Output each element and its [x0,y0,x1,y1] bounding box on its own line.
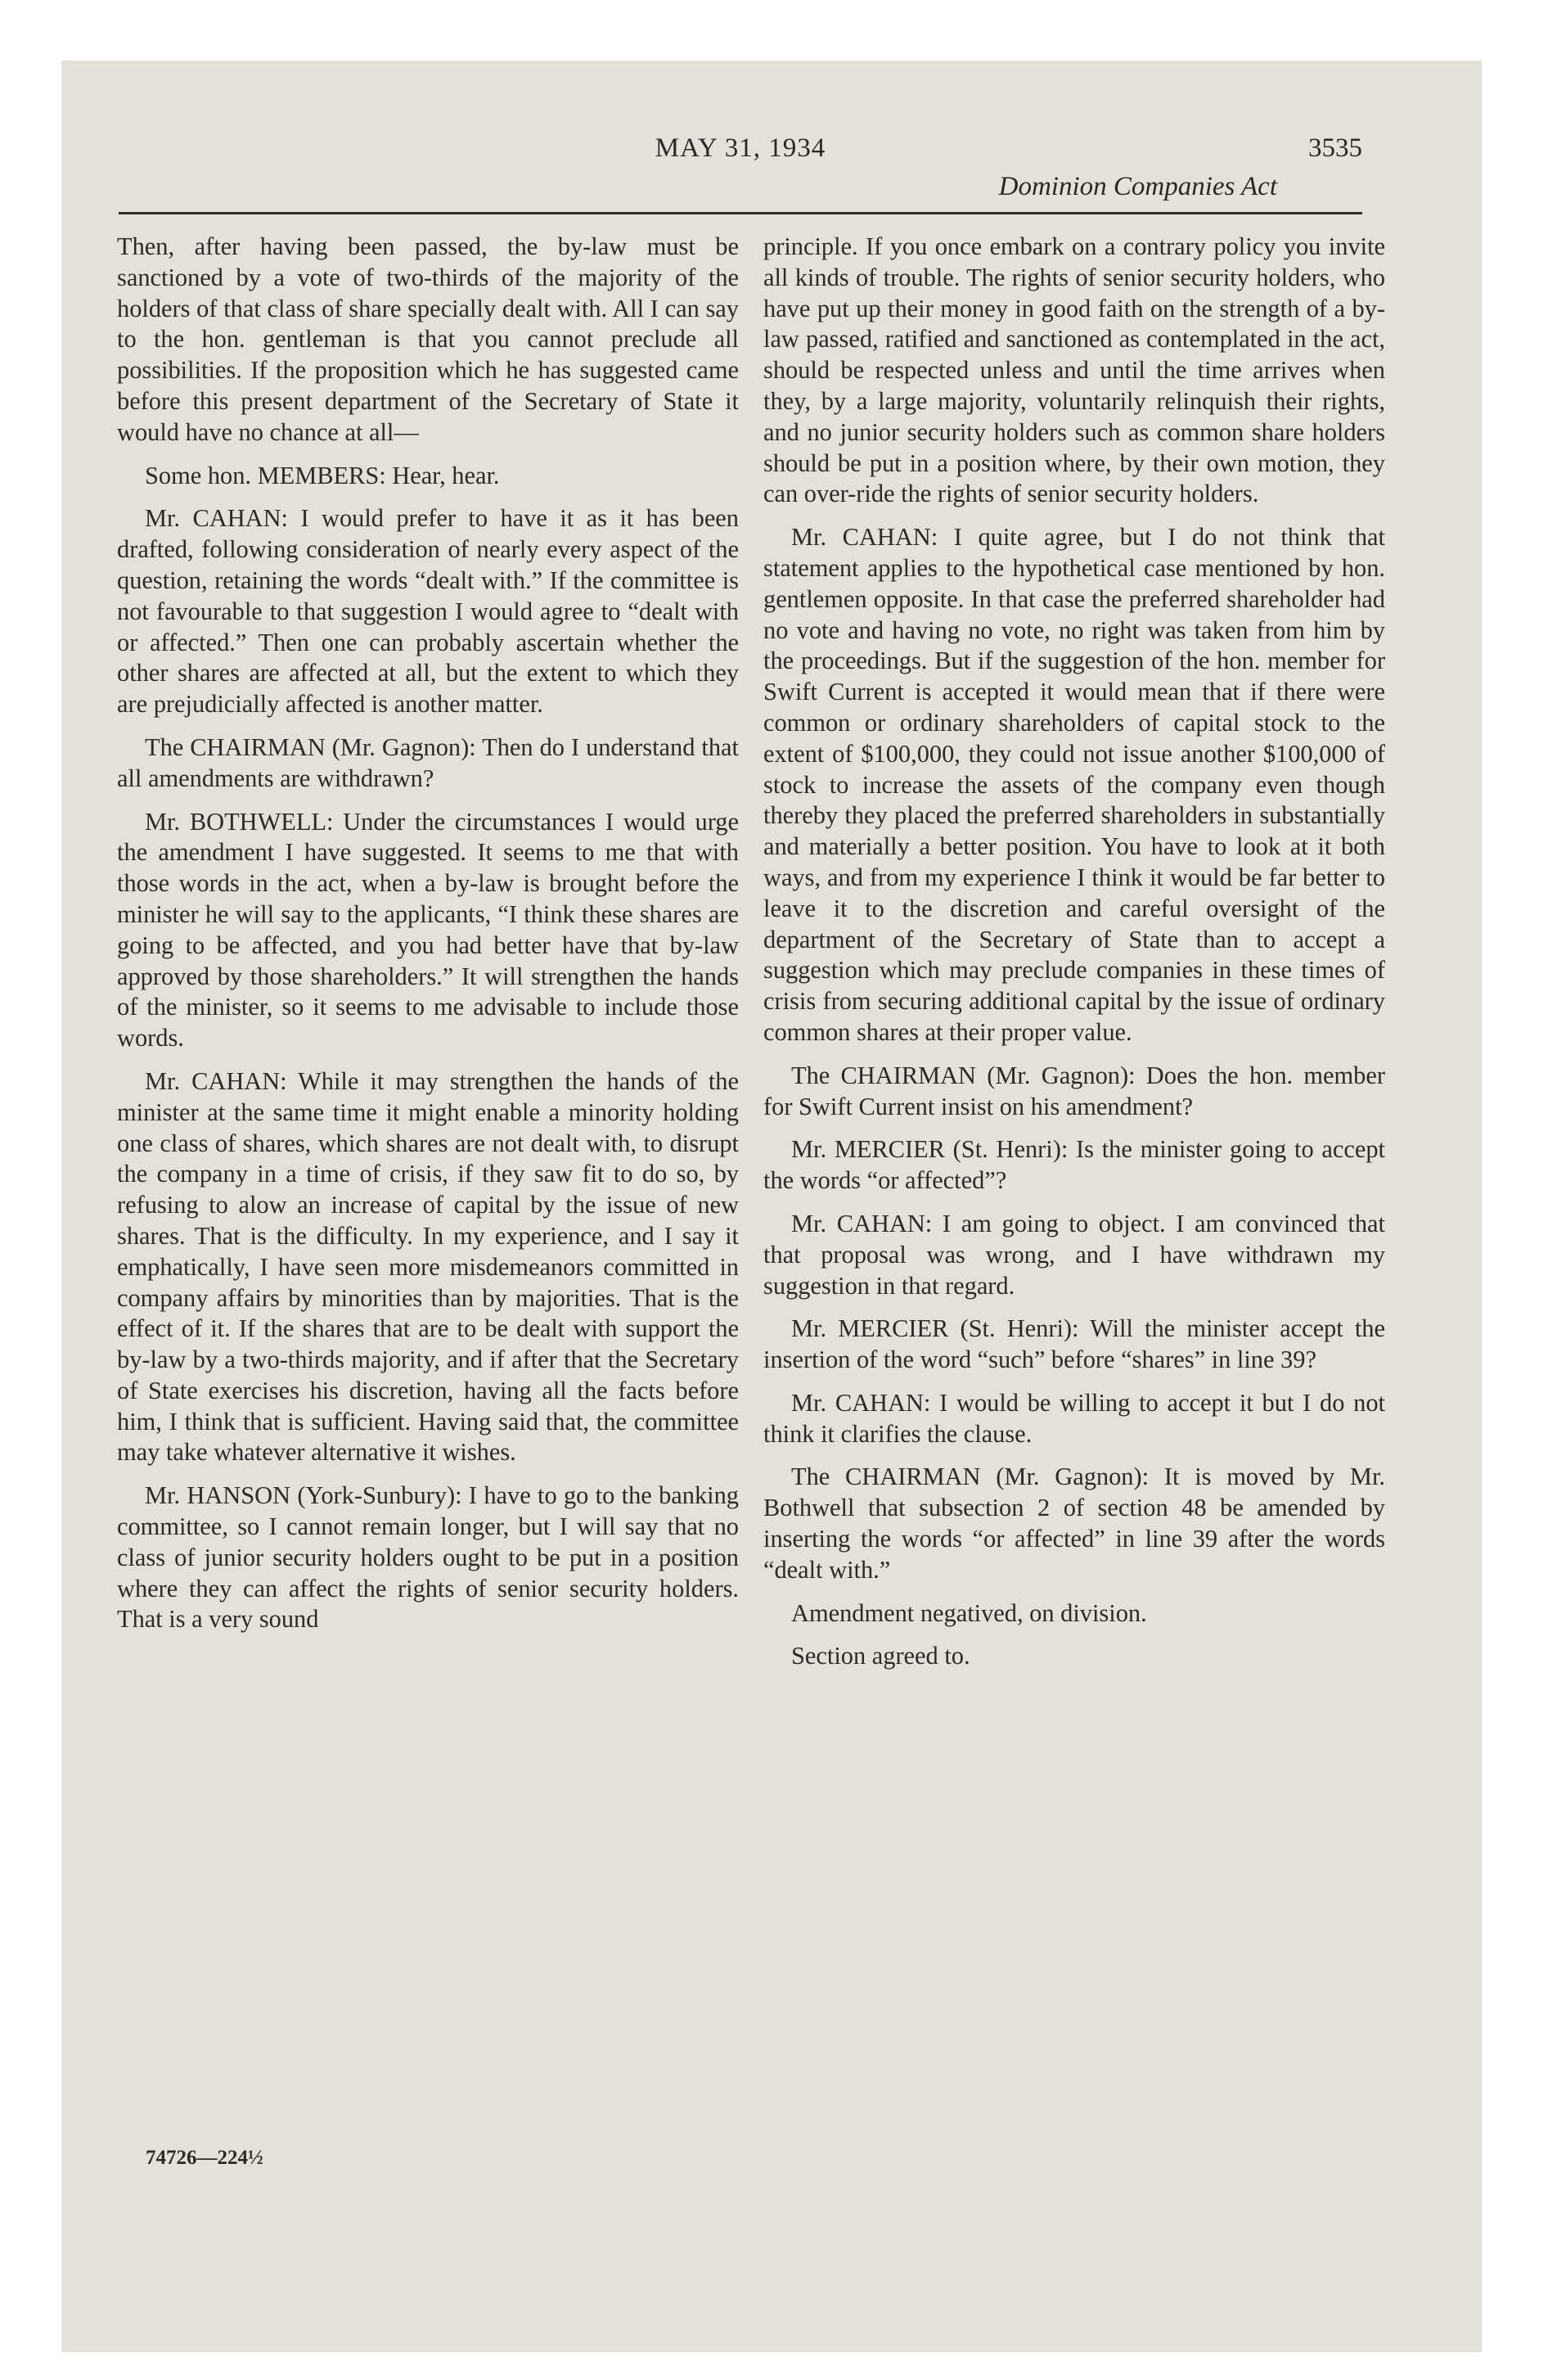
running-title: Dominion Companies Act [998,172,1277,201]
paragraph: Mr. CAHAN: While it may strengthen the hands of the minister at the same time it might enable a minority holding one class of shares, which shares are not dealt with, to disrupt the company in a time of crisis, if they saw fit to do so, by refusing to alow an increase of capital by the issue of new shares. That is the difficulty. In my experience, and I say it emphatically, I have seen more misdemeanors committed in company affairs by minorities than by majorities. That is the effect of it. If the shares that are to be dealt with support the by-law by a two-thirds majority, and if after that the Secretary of State exercises his discretion, having all the facts before him, I think that is sufficient. Having said that, the committee may take whatever alternative it wishes. [117,1066,739,1467]
paragraph: Mr. MERCIER (St. Henri): Will the minister accept the insertion of the word “such” before “shares” in line 39? [763,1314,1385,1374]
page-date: MAY 31, 1934 [655,133,826,163]
paragraph: The CHAIRMAN (Mr. Gagnon): Then do I understand that all amendments are withdrawn? [117,732,739,792]
page-header [119,133,1362,209]
paragraph: Some hon. MEMBERS: Hear, hear. [145,461,500,489]
footnote-code: 74726—224½ [146,2147,263,2169]
paragraph: Mr. HANSON (York-Sunbury): I have to go to the banking committee, so I cannot remain longer, but I will say that no class of junior security holders ought to be put in a position where they can affect the rights of senior security holders. That is a very sound [117,1481,739,1634]
paragraph: Then, after having been passed, the by-law must be sanctioned by a vote of two-thirds of the majority of the holders of that class of share specially dealt with. All I can say to the hon. gentleman is that you cannot preclude all possibilities. If the proposition which he has suggested came before this present department of the Secretary of State it would have no chance at all— [117,232,739,446]
paragraph: The CHAIRMAN (Mr. Gagnon): It is moved by Mr. Bothwell that subsection 2 of section 48 be amended by inserting the words “or affected” in line 39 after the words “dealt with.” [763,1463,1385,1584]
header-rule [119,212,1362,214]
paragraph: The CHAIRMAN (Mr. Gagnon): Does the hon. member for Swift Current insist on his amendment? [763,1061,1385,1120]
paragraph: Section agreed to. [791,1642,970,1670]
paragraph: Mr. MERCIER (St. Henri): Is the minister going to accept the words “or affected”? [763,1135,1385,1195]
paragraph: Amendment negatived, on division. [791,1598,1147,1627]
paragraph: Mr. CAHAN: I would prefer to have it as it has been drafted, following consideration of nearly every aspect of the question, retaining the words “dealt with.” If the committee is not favourable to that suggestion I would agree to “dealt with or affected.” Then one can probably ascertain whether the other shares are affected at all, but the extent to which they are prejudicially affected is another matter. [117,504,739,719]
page-number: 3535 [1308,133,1362,163]
paragraph: Mr. CAHAN: I am going to object. I am convinced that that proposal was wrong, and I have withdrawn my suggestion in that regard. [763,1209,1385,1300]
paragraph: Mr. CAHAN: I would be willing to accept it but I do not think it clarifies the clause. [763,1388,1385,1448]
paragraph: principle. If you once embark on a contrary policy you invite all kinds of trouble. The rights of senior security holders, who have put up their money in good faith on the strength of a by-law passed, ratified and sanctioned as contemplated in the act, should be respected unless and until the time arrives when they, by a large majority, voluntarily relinquish their rights, and no junior security holders such as common share holders should be put in a position where, by their own motion, they can over-ride the rights of senior security holders. [763,232,1385,508]
paragraph: Mr. CAHAN: I quite agree, but I do not think that statement applies to the hypothetical case mentioned by hon. gentlemen opposite. In that case the preferred shareholder had no vote and having no vote, no right was taken from him by the proceedings. But if the suggestion of the hon. member for Swift Current is accepted it would mean that if there were common or ordinary shareholders of capital stock to the extent of $100,000, they could not issue another $100,000 of stock to increase the assets of the company even though thereby they placed the preferred shareholders in substantially and materially a better position. You have to look at it both ways, and from my experience I think it would be far better to leave it to the discretion and careful oversight of the department of the Secretary of State than to accept a suggestion which may preclude companies in these times of crisis from securing additional capital by the issue of ordinary common shares at their proper value. [763,523,1385,1046]
paragraph: Mr. BOTHWELL: Under the circumstances I would urge the amendment I have suggested. It seems to me that with those words in the act, when a by-law is brought before the minister he will say to the applicants, “I think these shares are going to be affected, and you had better have that by-law approved by those shareholders.” It will strengthen the hands of the minister, so it seems to me advisable to include those words. [117,807,739,1053]
left-column [117,232,739,1648]
right-column [763,232,1385,1684]
